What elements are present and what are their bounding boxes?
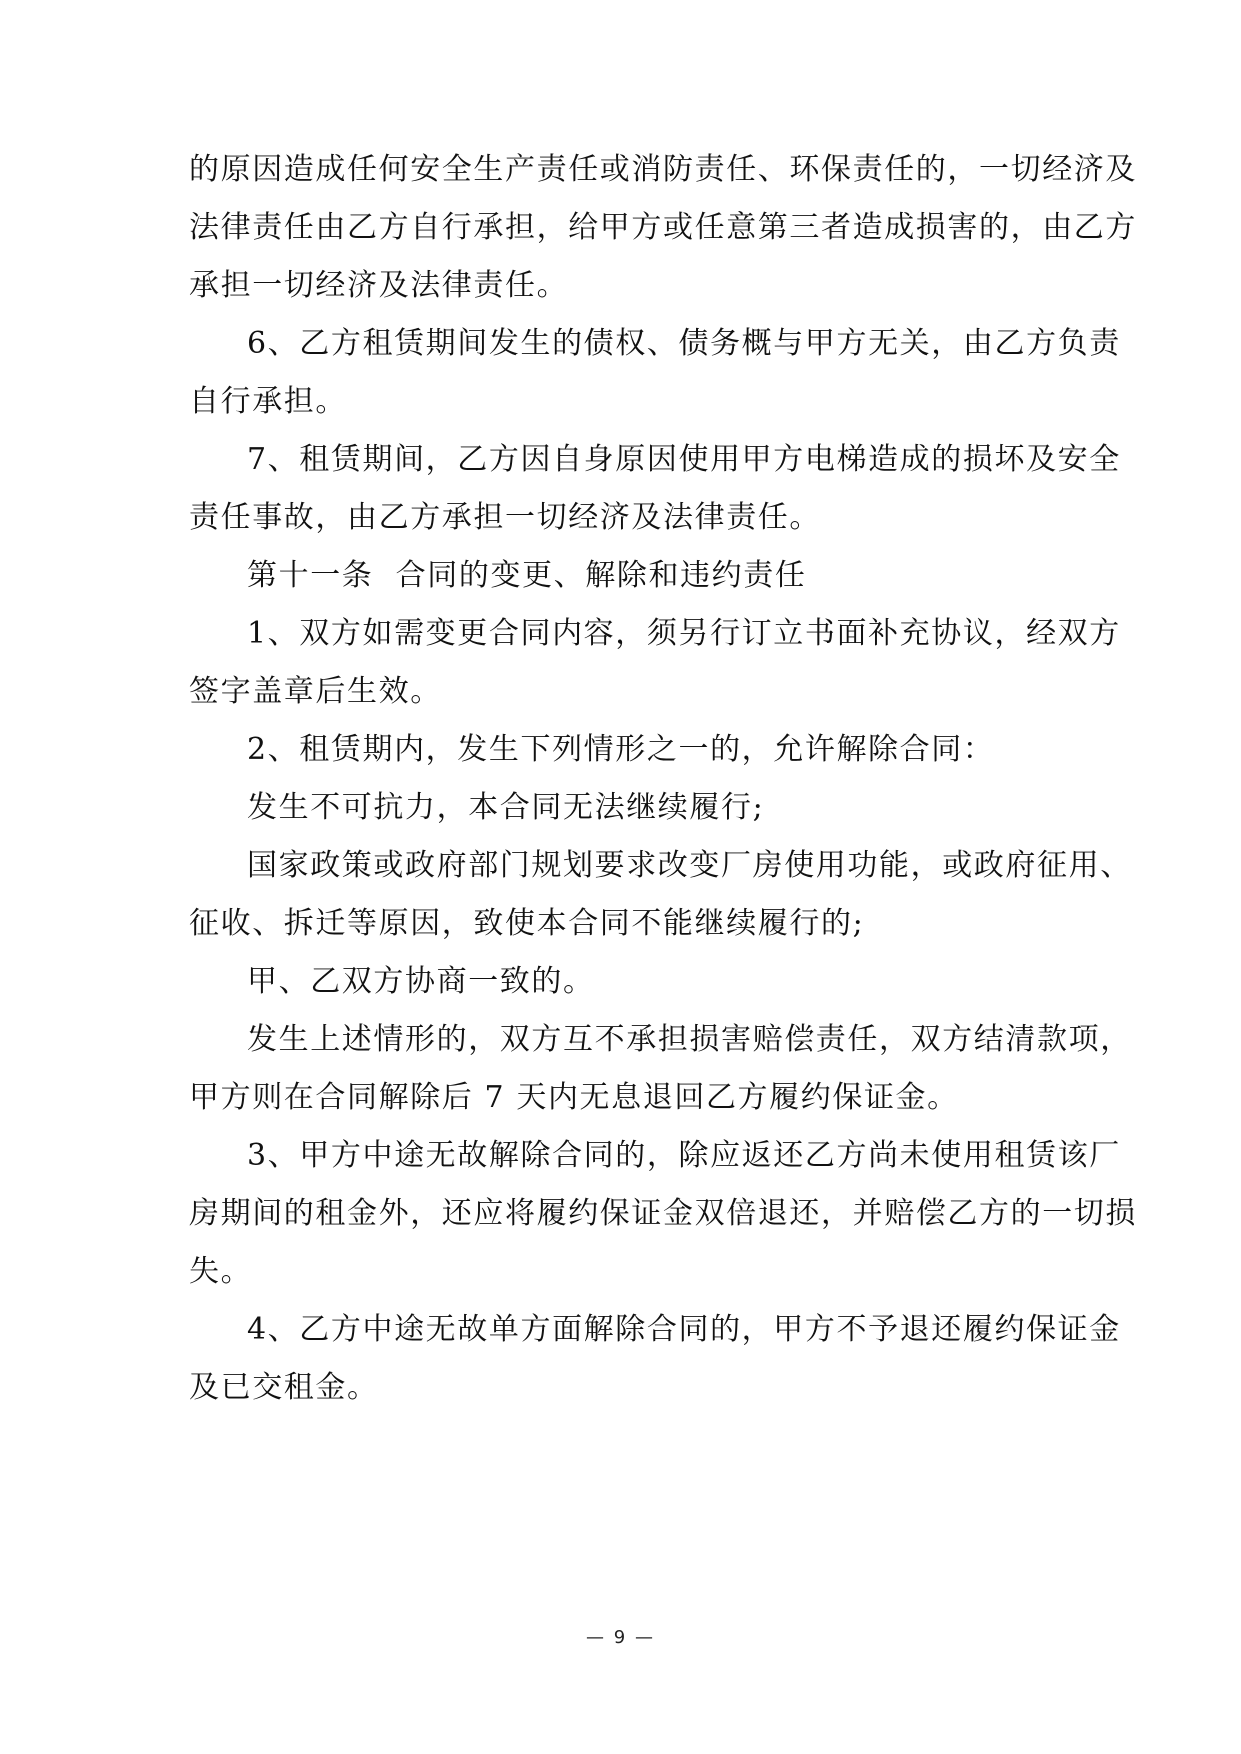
text-line: 国家政策或政府部门规划要求改变厂房使用功能，或政府征用、 [247,848,1132,883]
text-line: 房期间的租金外，还应将履约保证金双倍退还，并赔偿乙方的一切损 [189,1196,1137,1231]
clause-7-line: 7、租赁期间，乙方因自身原因使用甲方电梯造成的损坏及安全 [247,442,1121,477]
text-line: 及已交租金。 [189,1370,379,1405]
text-line: 签字盖章后生效。 [189,674,442,709]
text-line: 失。 [189,1254,253,1289]
clause-6-line: 6、乙方租赁期间发生的债权、债务概与甲方无关，由乙方负责 [247,326,1121,361]
clause-4-line: 4、乙方中途无故单方面解除合同的，甲方不予退还履约保证金 [247,1312,1121,1347]
text-line: 责任事故，由乙方承担一切经济及法律责任。 [189,500,821,535]
text-line: 的原因造成任何安全生产责任或消防责任、环保责任的，一切经济及 [189,152,1137,187]
clause-2-line: 2、租赁期内，发生下列情形之一的，允许解除合同： [247,732,995,767]
text-line: 发生上述情形的，双方互不承担损害赔偿责任，双方结清款项， [247,1022,1132,1057]
text-line: 征收、拆迁等原因，致使本合同不能继续履行的; [189,906,865,941]
clause-1-line: 1、双方如需变更合同内容，须另行订立书面补充协议，经双方 [247,616,1121,651]
text-line: 发生不可抗力，本合同无法继续履行; [247,790,765,825]
page-number: — 9 — [586,1627,655,1648]
text-line: 法律责任由乙方自行承担，给甲方或任意第三者造成损害的，由乙方 [189,210,1137,245]
text-line: 自行承担。 [189,384,347,419]
text-line: 甲、乙双方协商一致的。 [247,964,595,999]
text-line: 甲方则在合同解除后 7 天内无息退回乙方履约保证金。 [189,1080,959,1115]
article-heading: 第十一条 合同的变更、解除和违约责任 [247,558,807,593]
text-line: 承担一切经济及法律责任。 [189,268,569,303]
clause-3-line: 3、甲方中途无故解除合同的，除应返还乙方尚未使用租赁该厂 [247,1138,1121,1173]
